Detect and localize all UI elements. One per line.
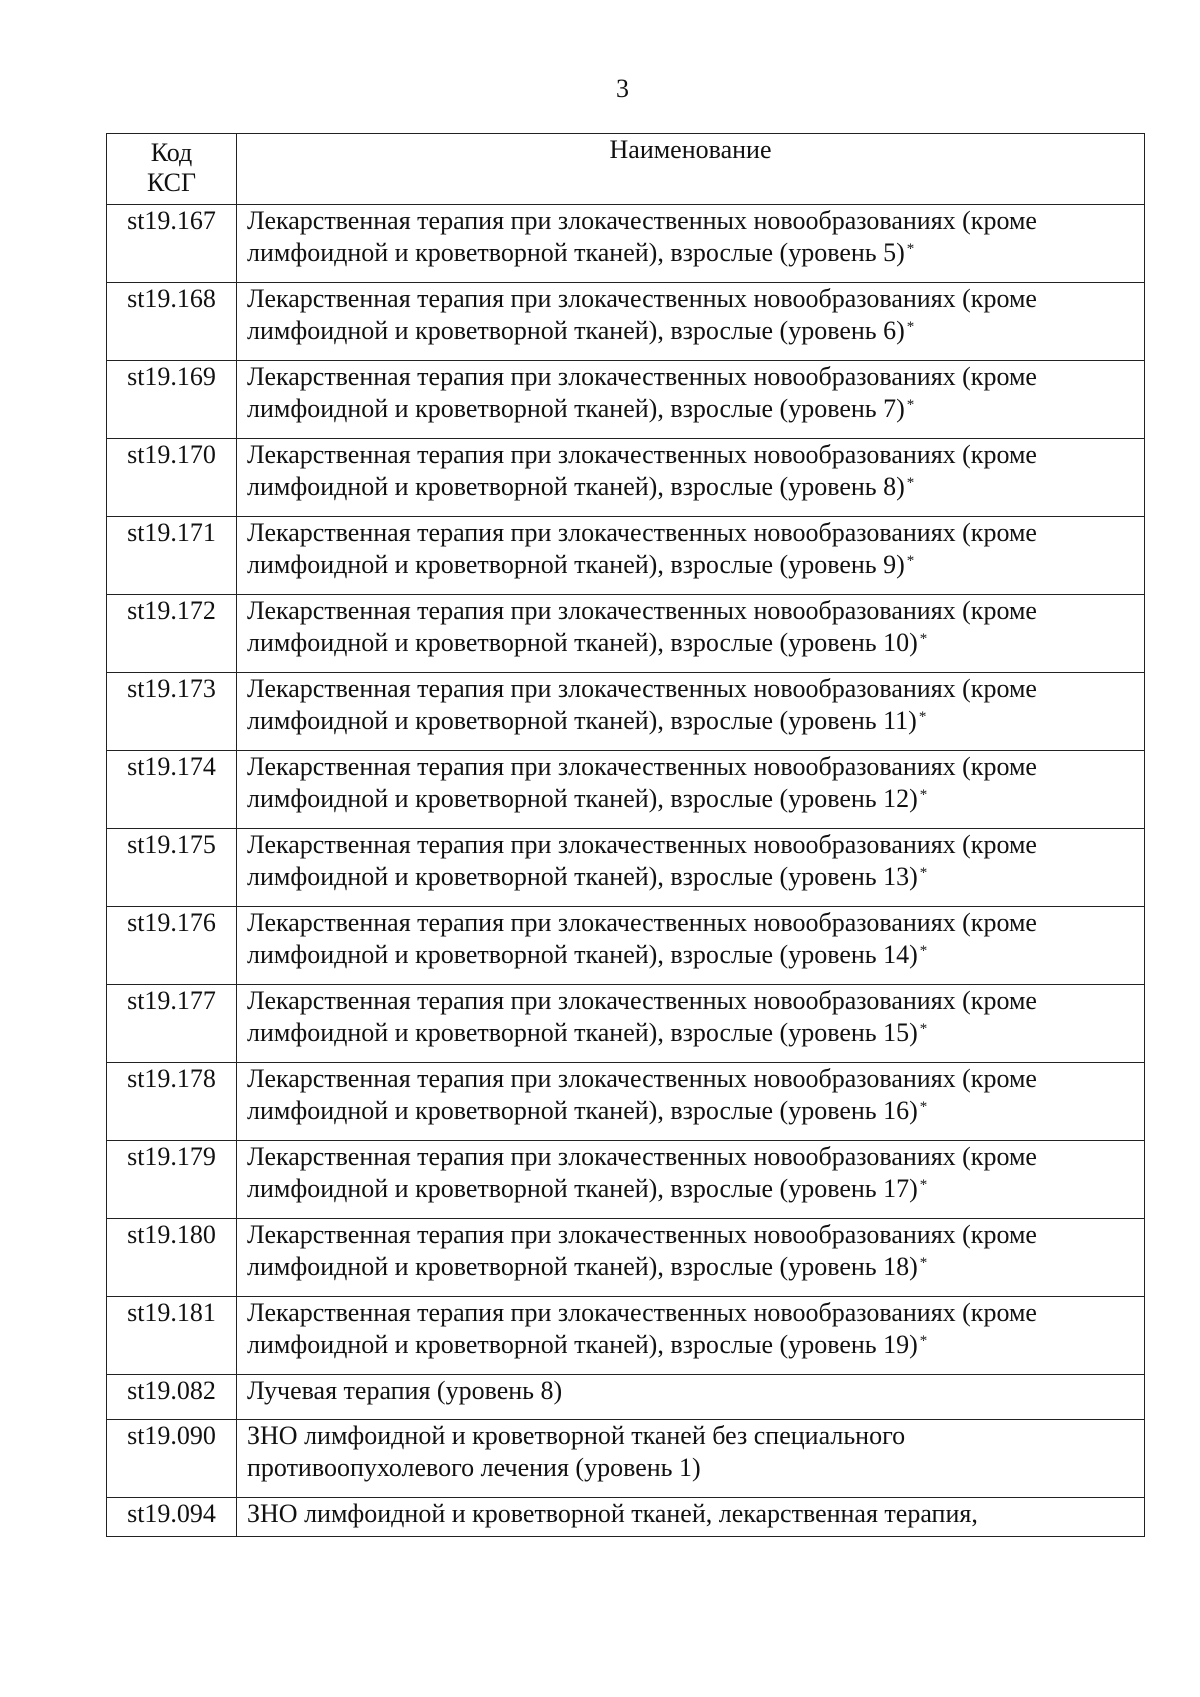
footnote-asterisk: * (919, 631, 928, 647)
ksg-name-line2 (247, 783, 1138, 815)
ksg-name-line2 (247, 237, 1138, 269)
ksg-code: st19.171 (107, 517, 237, 595)
ksg-code: st19.178 (107, 1063, 237, 1141)
ksg-code: st19.179 (107, 1141, 237, 1219)
footnote-asterisk: * (919, 1177, 928, 1193)
ksg-name (237, 829, 1145, 907)
ksg-name-line1: Лекарственная терапия при злокачественных новообразованиях (кроме (247, 596, 1037, 625)
ksg-name-line1: ЗНО лимфоидной и кроветворной тканей без специального (247, 1421, 906, 1450)
header-code (107, 134, 237, 205)
footnote-asterisk: * (919, 787, 928, 803)
ksg-code: st19.180 (107, 1219, 237, 1297)
table-row (107, 1141, 1145, 1219)
header-code-line2: КСГ (146, 168, 197, 197)
ksg-name-line2 (247, 861, 1138, 893)
footnote-asterisk: * (906, 241, 915, 257)
table-body (107, 205, 1145, 1537)
ksg-name-line2 (247, 393, 1138, 425)
footnote-asterisk: * (906, 475, 915, 491)
footnote-asterisk: * (919, 1021, 928, 1037)
table-header-row (107, 134, 1145, 205)
table-row (107, 595, 1145, 673)
ksg-code: st19.175 (107, 829, 237, 907)
ksg-name-line1: Лекарственная терапия при злокачественных новообразованиях (кроме (247, 440, 1037, 469)
ksg-name-line1: Лекарственная терапия при злокачественных новообразованиях (кроме (247, 908, 1037, 937)
ksg-code: st19.082 (107, 1375, 237, 1420)
table-row (107, 673, 1145, 751)
header-name: Наименование (237, 134, 1145, 205)
footnote-asterisk: * (919, 1255, 928, 1271)
table-row (107, 517, 1145, 595)
ksg-name-line2 (247, 1251, 1138, 1283)
ksg-name-line1: Лекарственная терапия при злокачественных новообразованиях (кроме (247, 1064, 1037, 1093)
ksg-name-line2 (247, 705, 1138, 737)
ksg-code: st19.173 (107, 673, 237, 751)
ksg-name-line1: Лекарственная терапия при злокачественных новообразованиях (кроме (247, 752, 1037, 781)
page-number: 3 (616, 74, 629, 103)
footnote-asterisk: * (918, 709, 927, 725)
ksg-name (237, 1219, 1145, 1297)
ksg-name (237, 1141, 1145, 1219)
ksg-name-line1: ЗНО лимфоидной и кроветворной тканей, лекарственная терапия, (247, 1499, 978, 1528)
ksg-name-line2-text: лимфоидной и кроветворной тканей), взрослые (уровень 15) (247, 1018, 918, 1047)
ksg-code: st19.090 (107, 1420, 237, 1498)
ksg-name (237, 751, 1145, 829)
ksg-name-line1: Лекарственная терапия при злокачественных новообразованиях (кроме (247, 284, 1037, 313)
ksg-code: st19.169 (107, 361, 237, 439)
ksg-name (237, 205, 1145, 283)
ksg-name-line2-text: лимфоидной и кроветворной тканей), взрослые (уровень 14) (247, 940, 918, 969)
ksg-name-line2 (247, 627, 1138, 659)
ksg-name (237, 985, 1145, 1063)
ksg-code: st19.181 (107, 1297, 237, 1375)
ksg-name-line2-text: лимфоидной и кроветворной тканей), взрослые (уровень 19) (247, 1330, 918, 1359)
ksg-code: st19.176 (107, 907, 237, 985)
ksg-code: st19.174 (107, 751, 237, 829)
ksg-code: st19.172 (107, 595, 237, 673)
ksg-name (237, 517, 1145, 595)
ksg-name-line2 (247, 1452, 1138, 1484)
ksg-name (237, 673, 1145, 751)
ksg-name-line2-text: лимфоидной и кроветворной тканей), взрослые (уровень 11) (247, 706, 917, 735)
ksg-name (237, 283, 1145, 361)
ksg-name-line2 (247, 939, 1138, 971)
table-row (107, 1375, 1145, 1420)
ksg-name-line2-text: лимфоидной и кроветворной тканей), взрослые (уровень 16) (247, 1096, 918, 1125)
ksg-name-line1: Лучевая терапия (уровень 8) (247, 1376, 563, 1405)
ksg-name-line1: Лекарственная терапия при злокачественных новообразованиях (кроме (247, 206, 1037, 235)
ksg-name-line2-text: противоопухолевого лечения (уровень 1) (247, 1453, 701, 1482)
ksg-name (237, 439, 1145, 517)
ksg-code: st19.170 (107, 439, 237, 517)
ksg-name-line1: Лекарственная терапия при злокачественных новообразованиях (кроме (247, 518, 1037, 547)
ksg-name (237, 907, 1145, 985)
footnote-asterisk: * (919, 1333, 928, 1349)
ksg-code: st19.168 (107, 283, 237, 361)
footnote-asterisk: * (906, 553, 915, 569)
table-row (107, 361, 1145, 439)
ksg-name-line2-text: лимфоидной и кроветворной тканей), взрослые (уровень 12) (247, 784, 918, 813)
ksg-name (237, 1420, 1145, 1498)
footnote-asterisk: * (906, 319, 915, 335)
ksg-name-line2-text: лимфоидной и кроветворной тканей), взрослые (уровень 5) (247, 238, 905, 267)
ksg-name-line2 (247, 471, 1138, 503)
table-row (107, 439, 1145, 517)
ksg-name-line2 (247, 1329, 1138, 1361)
ksg-name (237, 1498, 1145, 1537)
ksg-name-line2 (247, 1095, 1138, 1127)
ksg-name-line1: Лекарственная терапия при злокачественных новообразованиях (кроме (247, 986, 1037, 1015)
table-row (107, 1297, 1145, 1375)
table-row (107, 1063, 1145, 1141)
ksg-name (237, 361, 1145, 439)
ksg-name-line1: Лекарственная терапия при злокачественных новообразованиях (кроме (247, 1298, 1037, 1327)
ksg-name (237, 1297, 1145, 1375)
ksg-name-line2-text: лимфоидной и кроветворной тканей), взрослые (уровень 9) (247, 550, 905, 579)
table-row (107, 1420, 1145, 1498)
footnote-asterisk: * (919, 943, 928, 959)
ksg-name-line2-text: лимфоидной и кроветворной тканей), взрослые (уровень 8) (247, 472, 905, 501)
table-row (107, 907, 1145, 985)
ksg-name (237, 1063, 1145, 1141)
ksg-name-line1: Лекарственная терапия при злокачественных новообразованиях (кроме (247, 362, 1037, 391)
footnote-asterisk: * (919, 865, 928, 881)
ksg-code: st19.167 (107, 205, 237, 283)
ksg-name-line2-text: лимфоидной и кроветворной тканей), взрослые (уровень 18) (247, 1252, 918, 1281)
table-row (107, 1498, 1145, 1537)
table-row (107, 751, 1145, 829)
header-code-line1: Код (150, 138, 193, 167)
ksg-name-line2-text: лимфоидной и кроветворной тканей), взрослые (уровень 6) (247, 316, 905, 345)
ksg-code: st19.094 (107, 1498, 237, 1537)
ksg-name-line2-text: лимфоидной и кроветворной тканей), взрослые (уровень 17) (247, 1174, 918, 1203)
table-row (107, 985, 1145, 1063)
footnote-asterisk: * (919, 1099, 928, 1115)
table-row (107, 205, 1145, 283)
table-row (107, 283, 1145, 361)
ksg-name-line1: Лекарственная терапия при злокачественных новообразованиях (кроме (247, 674, 1037, 703)
ksg-name (237, 1375, 1145, 1420)
ksg-name-line2-text: лимфоидной и кроветворной тканей), взрослые (уровень 10) (247, 628, 918, 657)
footnote-asterisk: * (906, 397, 915, 413)
ksg-name-line1: Лекарственная терапия при злокачественных новообразованиях (кроме (247, 1220, 1037, 1249)
table-row (107, 1219, 1145, 1297)
table-row (107, 829, 1145, 907)
ksg-name-line1: Лекарственная терапия при злокачественных новообразованиях (кроме (247, 1142, 1037, 1171)
ksg-name-line2-text: лимфоидной и кроветворной тканей), взрослые (уровень 7) (247, 394, 905, 423)
ksg-name (237, 595, 1145, 673)
ksg-name-line2 (247, 1017, 1138, 1049)
ksg-name-line2 (247, 549, 1138, 581)
ksg-name-line2 (247, 1173, 1138, 1205)
ksg-name-line1: Лекарственная терапия при злокачественных новообразованиях (кроме (247, 830, 1037, 859)
ksg-name-line2-text: лимфоидной и кроветворной тканей), взрослые (уровень 13) (247, 862, 918, 891)
ksg-table (106, 133, 1145, 1537)
ksg-code: st19.177 (107, 985, 237, 1063)
ksg-name-line2 (247, 315, 1138, 347)
